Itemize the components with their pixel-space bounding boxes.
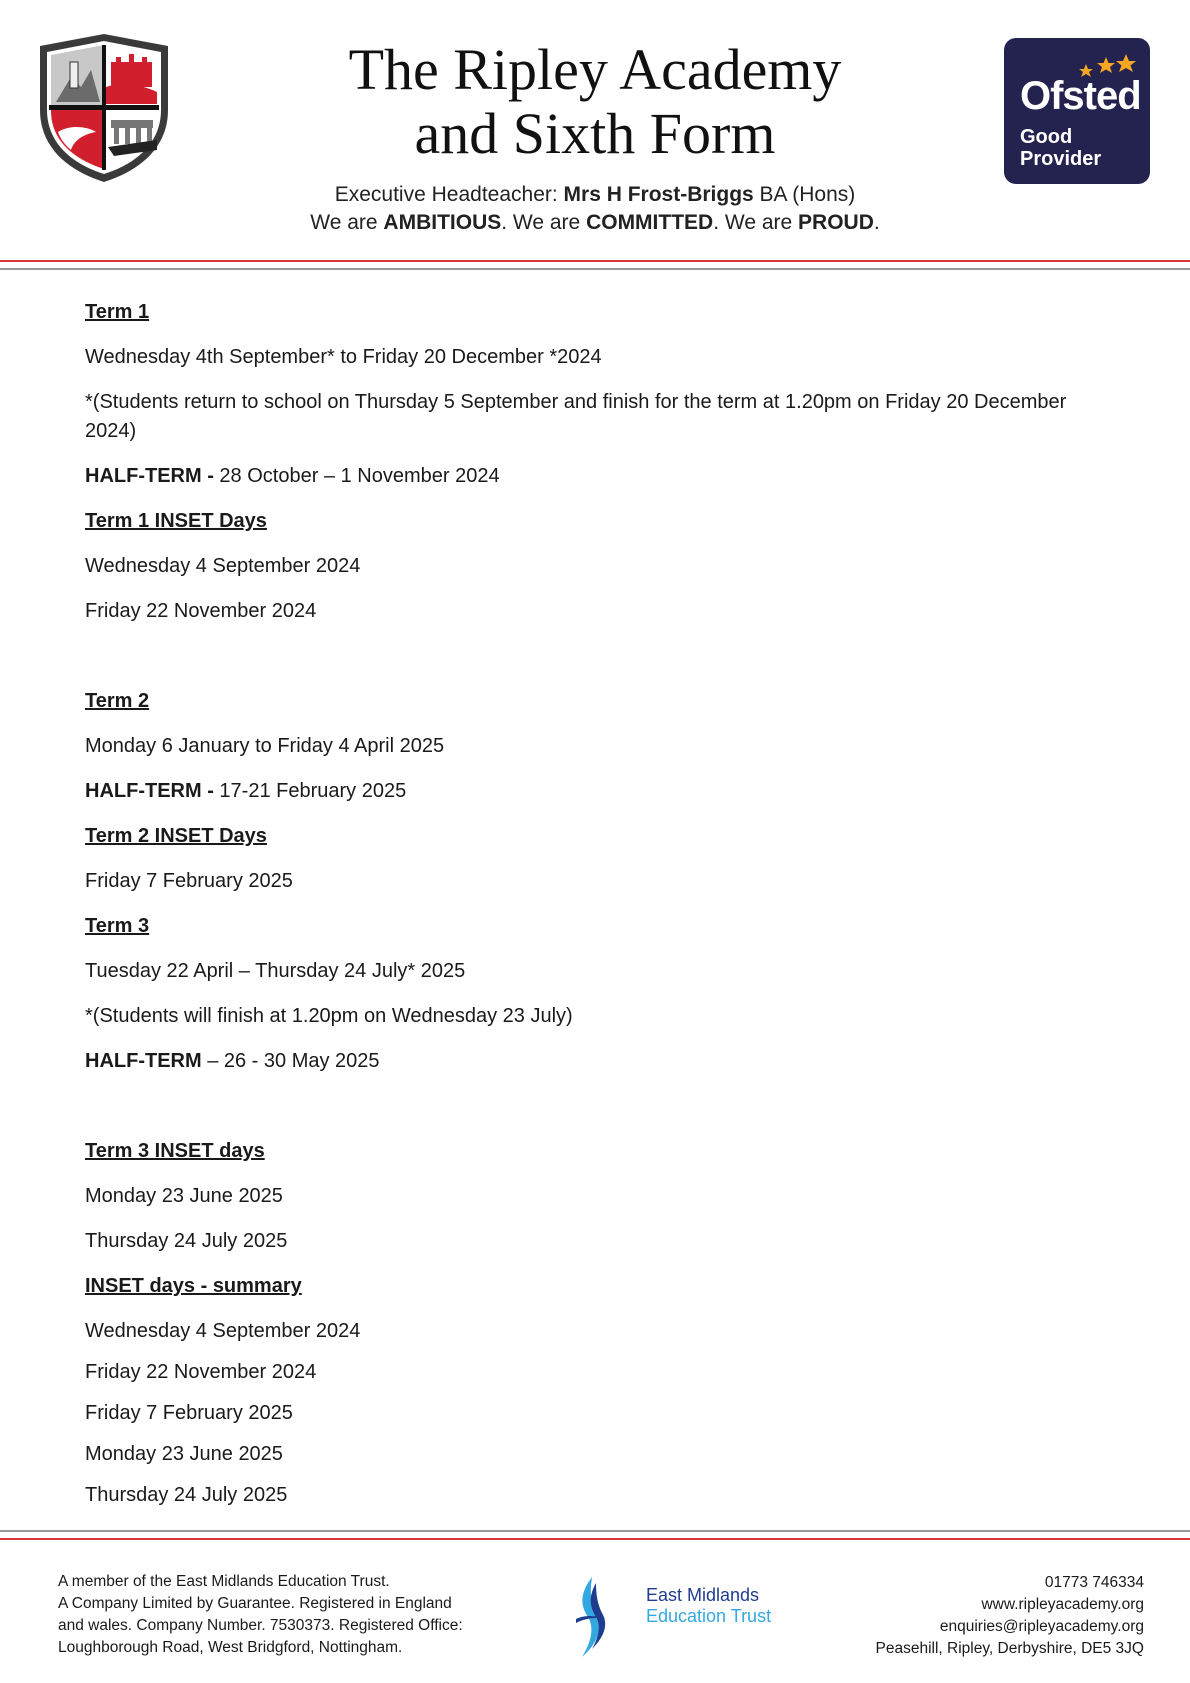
title-line-2: and Sixth Form xyxy=(414,101,776,166)
motto-part: We are xyxy=(310,211,384,234)
ofsted-rating xyxy=(1020,126,1101,170)
half-term-dates: 17-21 February 2025 xyxy=(219,780,407,802)
summary-day: Wednesday 4 September 2024 xyxy=(85,1320,361,1342)
summary-day: Friday 22 November 2024 xyxy=(85,1361,317,1383)
summary-day: Thursday 24 July 2025 xyxy=(85,1484,288,1506)
header-divider-red xyxy=(0,260,1190,262)
term1-inset-day: Wednesday 4 September 2024 xyxy=(85,555,361,577)
footer-divider-grey xyxy=(0,1530,1190,1532)
term3-half-term xyxy=(85,1047,1115,1076)
footer-divider-red xyxy=(0,1538,1190,1540)
motto-ambitious: AMBITIOUS xyxy=(383,211,502,234)
school-motto xyxy=(0,211,1190,235)
motto-part: . We are xyxy=(713,211,799,234)
term3-heading: Term 3 xyxy=(85,915,150,937)
company-info-line: and wales. Company Number. 7530373. Registered Office: xyxy=(58,1617,463,1634)
term2-heading: Term 2 xyxy=(85,690,150,712)
company-info-line: A Company Limited by Guarantee. Registered in England xyxy=(58,1595,452,1612)
ofsted-rating-line-1: Good xyxy=(1020,126,1073,148)
term2-half-term xyxy=(85,777,1115,806)
motto-proud: PROUD xyxy=(798,211,874,234)
ofsted-badge xyxy=(1004,38,1150,184)
inset-summary-heading: INSET days - summary xyxy=(85,1275,302,1297)
term2-inset-day: Friday 7 February 2025 xyxy=(85,870,293,892)
term3-note: *(Students will finish at 1.20pm on Wednesday 23 July) xyxy=(85,1005,573,1027)
headteacher-suffix: BA (Hons) xyxy=(753,183,856,206)
emet-logo-text xyxy=(646,1585,771,1627)
summary-day: Monday 23 June 2025 xyxy=(85,1443,283,1465)
company-info-line: Loughborough Road, West Bridgford, Nottingham. xyxy=(58,1639,403,1656)
term3-inset-day: Monday 23 June 2025 xyxy=(85,1185,283,1207)
header-divider-grey xyxy=(0,268,1190,270)
company-info xyxy=(58,1571,463,1659)
term1-inset-heading: Term 1 INSET Days xyxy=(85,510,267,532)
ofsted-rating-line-2: Provider xyxy=(1020,148,1102,170)
emet-name-line-2: Education Trust xyxy=(646,1606,772,1626)
emet-name-line-1: East Midlands xyxy=(646,1585,760,1605)
half-term-label: HALF-TERM - xyxy=(85,780,220,802)
motto-part: . We are xyxy=(501,211,587,234)
term1-note-line1: *(Students return to school on Thursday 5 September and finish for the term at 1.20pm on Friday 20 December xyxy=(85,391,1067,413)
contact-website-link[interactable]: www.ripleyacademy.org xyxy=(981,1596,1144,1613)
term1-note-line2: 2024) xyxy=(85,420,137,442)
company-info-line: A member of the East Midlands Education Trust. xyxy=(58,1573,390,1590)
headteacher-line xyxy=(0,183,1190,207)
term1-dates: Wednesday 4th September* to Friday 20 December *2024 xyxy=(85,346,602,368)
term1-heading: Term 1 xyxy=(85,301,150,323)
half-term-label: HALF-TERM - xyxy=(85,465,220,487)
headteacher-prefix: Executive Headteacher: xyxy=(334,183,564,206)
title-line-1: The Ripley Academy xyxy=(348,37,842,102)
contact-info xyxy=(876,1572,1145,1660)
letterhead xyxy=(0,0,1190,250)
contact-phone: 01773 746334 xyxy=(1044,1574,1144,1591)
contact-email-link[interactable]: enquiries@ripleyacademy.org xyxy=(939,1618,1144,1635)
term3-dates: Tuesday 22 April – Thursday 24 July* 2025 xyxy=(85,960,466,982)
headteacher-name: Mrs H Frost-Briggs xyxy=(563,183,754,206)
summary-day: Friday 7 February 2025 xyxy=(85,1402,293,1424)
term1-half-term xyxy=(85,462,1115,491)
half-term-dates: 28 October – 1 November 2024 xyxy=(219,465,500,487)
term3-inset-heading: Term 3 INSET days xyxy=(85,1140,265,1162)
contact-address: Peasehill, Ripley, Derbyshire, DE5 3JQ xyxy=(875,1640,1144,1657)
term1-inset-day: Friday 22 November 2024 xyxy=(85,600,317,622)
half-term-label: HALF-TERM xyxy=(85,1050,202,1072)
ofsted-name: Ofsted xyxy=(1020,74,1141,118)
half-term-dates: – 26 - 30 May 2025 xyxy=(201,1050,380,1072)
motto-committed: COMMITTED xyxy=(586,211,714,234)
emet-logo-icon xyxy=(566,1575,614,1659)
motto-part: . xyxy=(873,211,880,234)
term2-inset-heading: Term 2 INSET Days xyxy=(85,825,267,847)
term3-inset-day: Thursday 24 July 2025 xyxy=(85,1230,288,1252)
term2-dates: Monday 6 January to Friday 4 April 2025 xyxy=(85,735,445,757)
